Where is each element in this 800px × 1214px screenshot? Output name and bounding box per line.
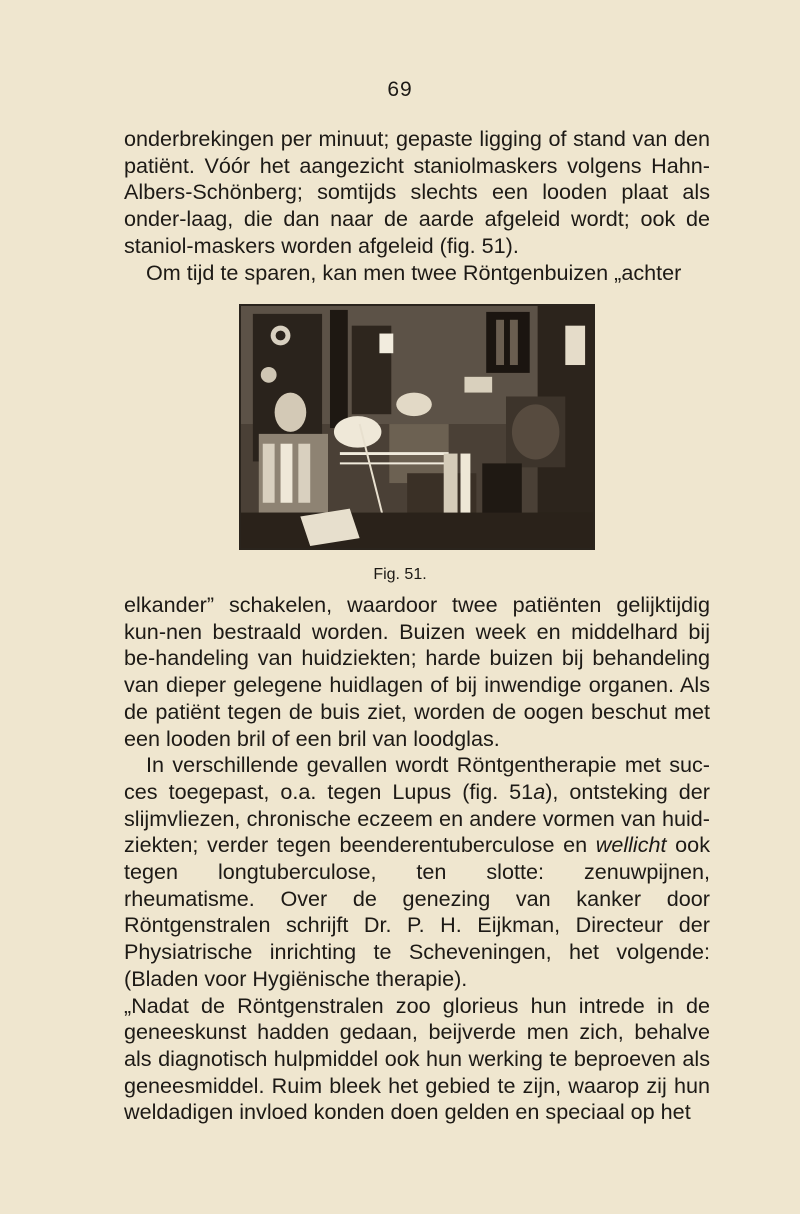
text-run-italic: a <box>533 778 546 804</box>
text-run: ), ontsteking der slijmvliezen, chronische eczeem en andere vormen van huid-ziekten; verder tegen beenderentuberculose en <box>124 778 711 858</box>
text-run: ook tegen longtuberculose, ten slotte: zenuwpijnen, rheumatisme. Over de genezing van kanker door Röntgenstralen schrijft Dr. P. H. Eijkman, Directeur der Physiatrische inrichting te Scheveningen, het volgende: (Bladen voor Hygiënische therapie). <box>124 832 710 991</box>
paragraph: „Nadat de Röntgenstralen zoo glorieus hun intrede in de geneeskunst hadden gedaan, beijverde men zich, behalve als diagnotisch hulpmiddel ook hun werking te beproeven als geneesmiddel. Ruim bleek het gebied te zijn, waarop zij hun weldadigen invloed konden doen gelden en speciaal op het <box>124 992 710 1125</box>
figure-photo <box>239 304 595 550</box>
paragraph: onderbrekingen per minuut; gepaste ligging of stand van den patiënt. Vóór het aangezicht staniolmaskers volgens Hahn-Albers-Schönberg; somtijds slechts een looden plaat als onder-laag, die dan naar de aarde afgeleid wordt; ook de staniol-maskers worden afgeleid (fig. 51). <box>124 126 710 258</box>
text-run: In verschillende gevallen wordt Röntgentherapie met suc-ces toegepast, o.a. tegen Lupus (fig. 51 <box>124 752 710 804</box>
text-block-bottom <box>124 592 710 1126</box>
page-number: 69 <box>387 78 413 101</box>
xray-apparatus-photo <box>241 306 593 548</box>
paragraph <box>124 752 710 992</box>
text-run-italic: wellicht <box>595 832 667 858</box>
paragraph: elkander” schakelen, waardoor twee patiënten gelijktijdig kun-nen bestraald worden. Buizen week en middelhard bij be-handeling van huidziekten; harde buizen bij behandeling van dieper gelegene huidlagen of bij inwendige organen. Als de patiënt tegen de buis ziet, worden de oogen beschut met een looden bril of een bril van loodglas. <box>124 592 710 751</box>
figure-caption: Fig. 51. <box>373 566 427 583</box>
paragraph: Om tijd te sparen, kan men twee Röntgenbuizen „achter <box>146 259 682 285</box>
text-block-top <box>124 126 710 286</box>
